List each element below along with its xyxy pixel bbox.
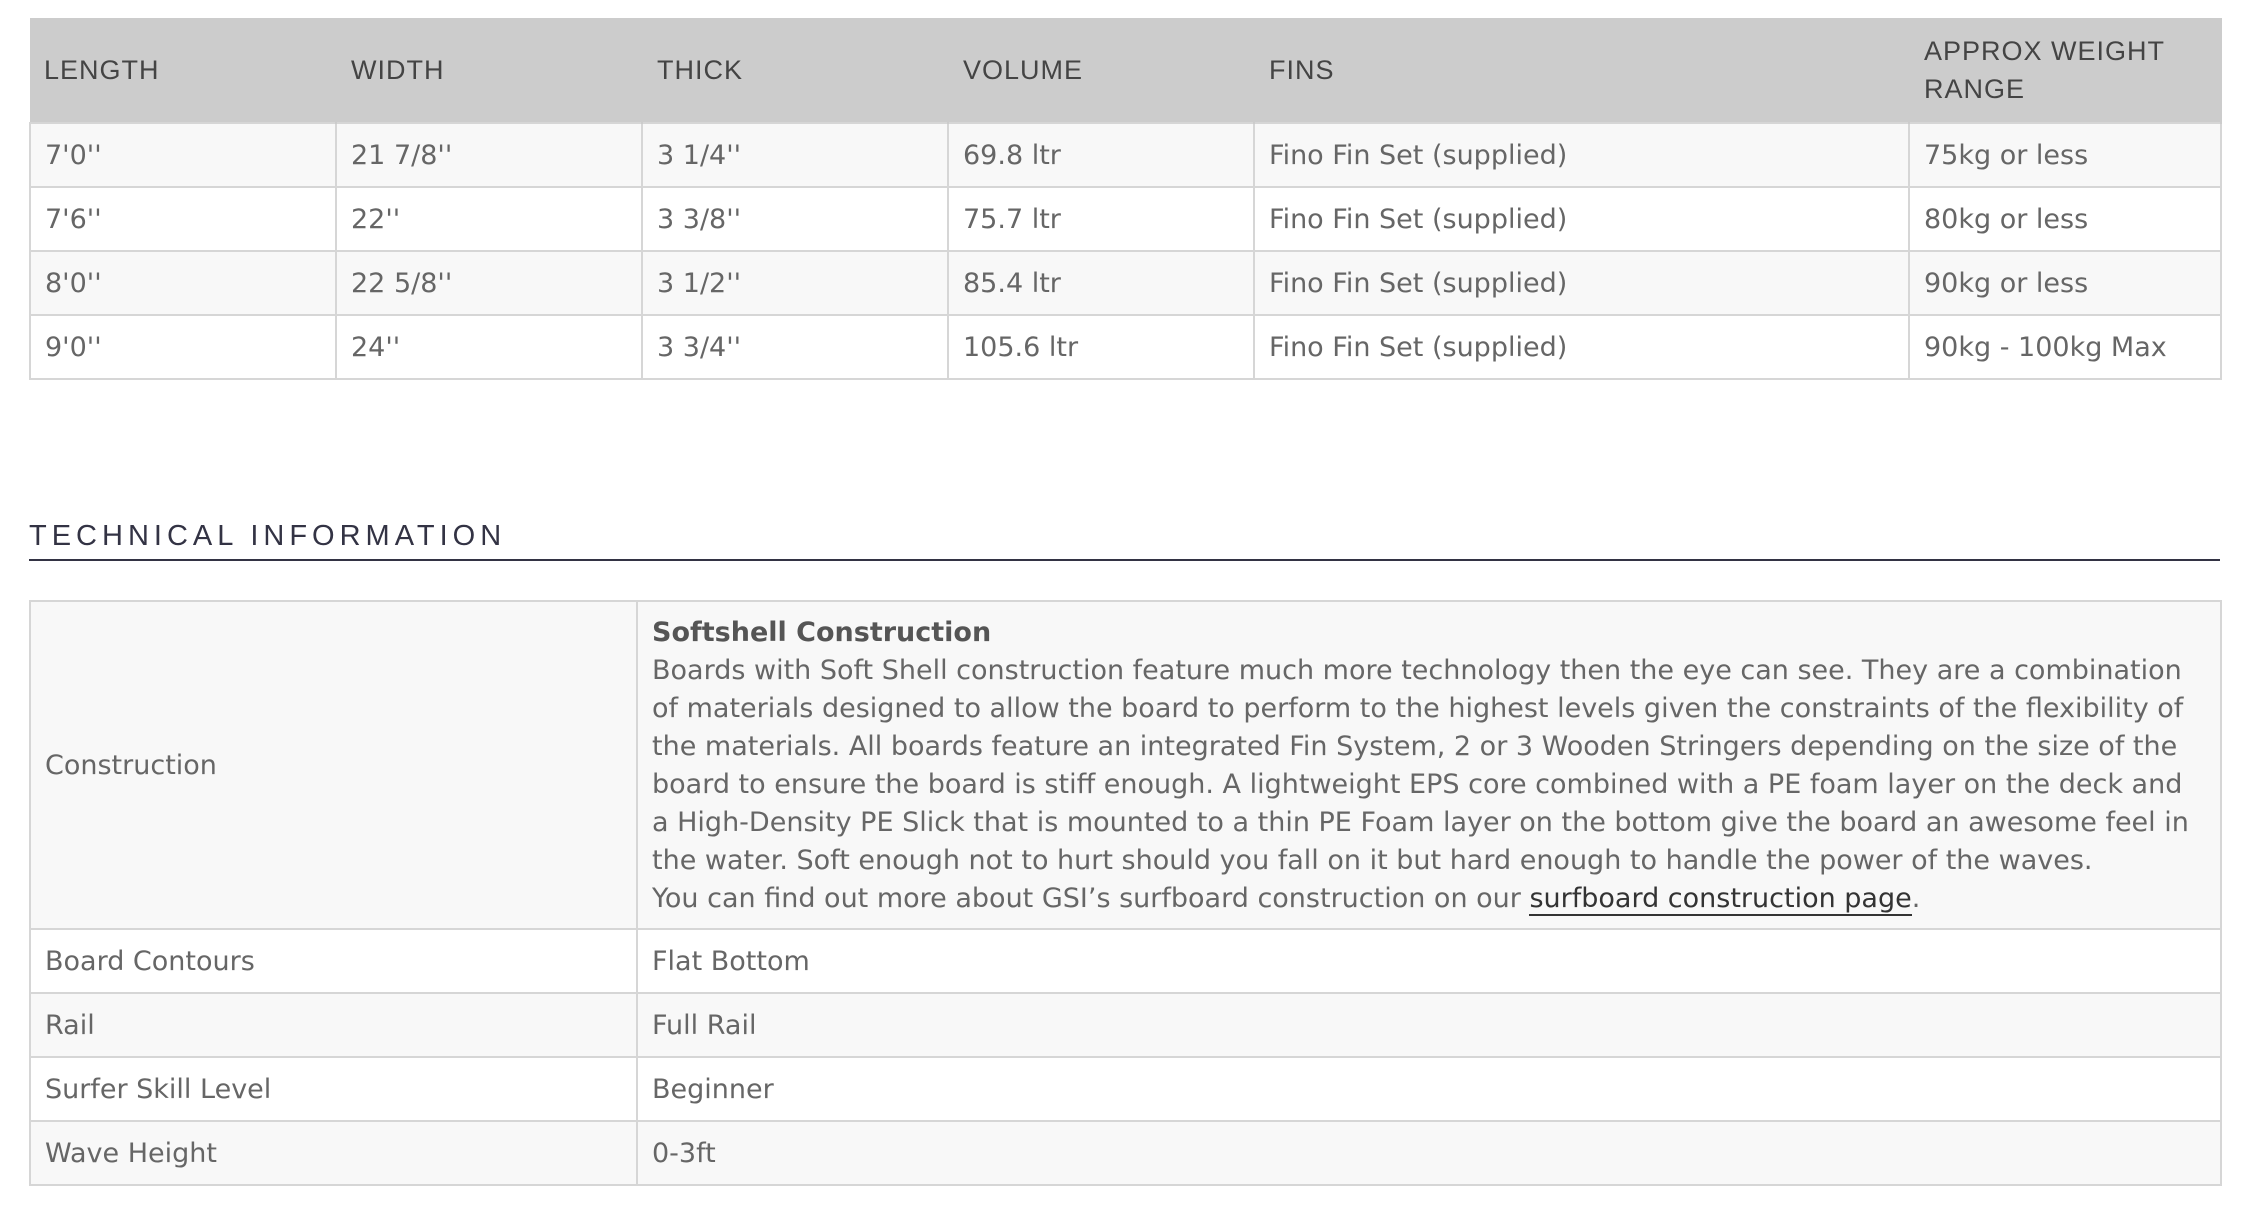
technical-table: [29, 600, 2222, 1186]
rail-label: Rail: [30, 993, 637, 1057]
construction-value: [637, 601, 2221, 929]
construction-heading: Softshell Construction: [652, 617, 992, 648]
cell-weight: 90kg or less: [1909, 251, 2221, 315]
table-row: [30, 251, 2221, 315]
surfer-skill-level-value: Beginner: [637, 1057, 2221, 1121]
cell-volume: 75.7 ltr: [948, 187, 1254, 251]
cell-fins: Fino Fin Set (supplied): [1254, 315, 1909, 379]
cell-weight: 80kg or less: [1909, 187, 2221, 251]
cell-width: 24'': [336, 315, 642, 379]
table-row: [30, 1057, 2221, 1121]
sizes-table: [29, 18, 2222, 380]
cell-width: 22 5/8'': [336, 251, 642, 315]
technical-section: [29, 600, 2220, 1186]
technical-information-heading: TECHNICAL INFORMATION: [29, 520, 2220, 561]
sizes-header-row: [30, 18, 2221, 123]
header-length: LENGTH: [30, 18, 336, 123]
surfboard-construction-link[interactable]: surfboard construction page: [1529, 883, 1912, 914]
table-row: [30, 315, 2221, 379]
cell-thick: 3 3/8'': [642, 187, 948, 251]
cell-volume: 69.8 ltr: [948, 123, 1254, 187]
surfer-skill-level-label: Surfer Skill Level: [30, 1057, 637, 1121]
cell-fins: Fino Fin Set (supplied): [1254, 251, 1909, 315]
cell-fins: Fino Fin Set (supplied): [1254, 123, 1909, 187]
cell-length: 7'0'': [30, 123, 336, 187]
cell-length: 7'6'': [30, 187, 336, 251]
cell-weight: 90kg - 100kg Max: [1909, 315, 2221, 379]
table-row: [30, 993, 2221, 1057]
wave-height-value: 0-3ft: [637, 1121, 2221, 1185]
construction-row: [30, 601, 2221, 929]
more-info-prefix: You can find out more about GSI’s surfboard construction on our: [652, 883, 1530, 914]
header-volume: VOLUME: [948, 18, 1254, 123]
table-row: [30, 187, 2221, 251]
cell-length: 9'0'': [30, 315, 336, 379]
cell-length: 8'0'': [30, 251, 336, 315]
cell-fins: Fino Fin Set (supplied): [1254, 187, 1909, 251]
cell-thick: 3 1/4'': [642, 123, 948, 187]
cell-thick: 3 1/2'': [642, 251, 948, 315]
table-row: [30, 123, 2221, 187]
board-contours-label: Board Contours: [30, 929, 637, 993]
cell-volume: 105.6 ltr: [948, 315, 1254, 379]
table-row: [30, 929, 2221, 993]
cell-weight: 75kg or less: [1909, 123, 2221, 187]
construction-more-info: [652, 880, 2206, 918]
header-thick: THICK: [642, 18, 948, 123]
wave-height-label: Wave Height: [30, 1121, 637, 1185]
header-width: WIDTH: [336, 18, 642, 123]
construction-description: Boards with Soft Shell construction feature much more technology then the eye can see. They are a combination of materials designed to allow the board to perform to the highest levels given the constraints of the flexibility of the materials. All boards feature an integrated Fin System, 2 or 3 Wooden Stringers depending on the size of the board to ensure the board is stiff enough. A lightweight EPS core combined with a PE foam layer on the deck and a High-Density PE Slick that is mounted to a thin PE Foam layer on the bottom give the board an awesome feel in the water. Soft enough not to hurt should you fall on it but hard enough to handle the power of the waves.: [652, 655, 2189, 876]
header-weight-range: APPROX WEIGHT RANGE: [1909, 18, 2221, 123]
rail-value: Full Rail: [637, 993, 2221, 1057]
cell-width: 21 7/8'': [336, 123, 642, 187]
board-contours-value: Flat Bottom: [637, 929, 2221, 993]
cell-width: 22'': [336, 187, 642, 251]
table-row: [30, 1121, 2221, 1185]
sizes-section: [29, 18, 2220, 380]
header-fins: FINS: [1254, 18, 1909, 123]
more-info-suffix: .: [1911, 883, 1921, 914]
cell-volume: 85.4 ltr: [948, 251, 1254, 315]
construction-label: Construction: [30, 601, 637, 929]
cell-thick: 3 3/4'': [642, 315, 948, 379]
